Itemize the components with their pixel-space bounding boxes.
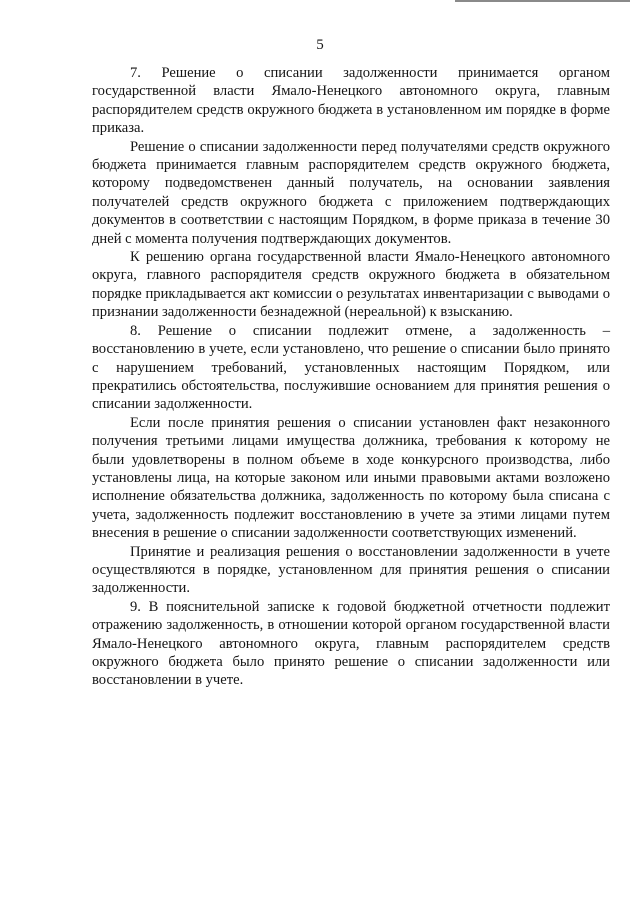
paragraph-inventory-act: К решению органа государственной власти Ямало-Ненецкого автономного округа, главного распорядителя средств окружного бюджета в обязательном порядке прикладывается акт комиссии о результатах инвентаризации с выводами о признании задолженности безнадежной (нереальной) к взысканию.	[92, 249, 610, 321]
document-body	[92, 64, 610, 690]
paragraph-restoration-conditions: Если после принятия решения о списании установлен факт незаконного получения третьими лицами имущества должника, требования к которому не были удовлетворены в полном объеме в ходе конкурсного производства, либо установлены лица, на которые законом или иными правовыми актами возложено исполнение обязательства должника, задолженность по которому была списана с учета, задолженность подлежит восстановлению в учете за этими лицами путем внесения в решение о списании задолженности соответствующих изменений.	[92, 414, 610, 542]
paragraph-restoration-procedure: Принятие и реализация решения о восстановлении задолженности в учете осуществляются в порядке, установленном для принятия решения о списании задолженности.	[92, 543, 610, 597]
header-rule	[455, 0, 630, 2]
paragraph-writeoff-recipients: Решение о списании задолженности перед получателями средств окружного бюджета принимается главным распорядителем средств окружного бюджета, которому подведомственен данный получатель, на основании заявления получателей средств окружного бюджета с приложением подтверждающих документов в соответствии с настоящим Порядком, в форме приказа в течение 30 дней с момента получения подтверждающих документов.	[92, 138, 610, 247]
paragraph-item-7: 7. Решение о списании задолженности принимается органом государственной власти Ямало-Ненецкого автономного округа, главным распорядителем средств окружного бюджета в установленном им порядке в форме приказа.	[92, 65, 610, 137]
paragraph-item-9: 9. В пояснительной записке к годовой бюджетной отчетности подлежит отражению задолженность, в отношении которой органом государственной власти Ямало-Ненецкого автономного округа, главным распорядителем средств окружного бюджета было принято решение о списании задолженности или восстановлении в учете.	[92, 598, 610, 689]
page-number: 5	[316, 37, 324, 53]
paragraph-item-8: 8. Решение о списании подлежит отмене, а задолженность – восстановлению в учете, если установлено, что решение о списании было принято с нарушением требований, установленных настоящим Порядком, или прекратились обстоятельства, послужившие основанием для принятия решения о списании задолженности.	[92, 322, 610, 413]
